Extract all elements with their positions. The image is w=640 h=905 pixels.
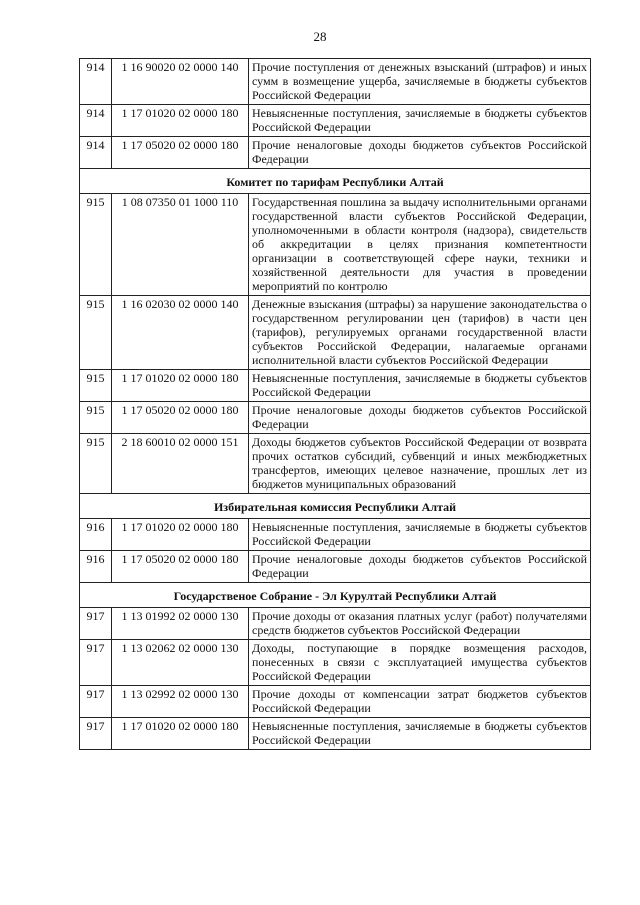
admin-code-cell: 916 xyxy=(80,551,112,583)
revenue-name-cell: Прочие доходы от оказания платных услуг (работ) получателями средств бюджетов субъектов Российской Федерации xyxy=(249,608,591,640)
revenue-name-cell: Прочие поступления от денежных взысканий (штрафов) и иных сумм в возмещение ущерба, зачисляемые в бюджеты субъектов Российской Федерации xyxy=(249,59,591,105)
admin-code-cell: 914 xyxy=(80,59,112,105)
section-title: Избирательная комиссия Республики Алтай xyxy=(80,494,591,519)
revenue-name-cell: Прочие неналоговые доходы бюджетов субъектов Российской Федерации xyxy=(249,551,591,583)
table-row xyxy=(80,59,591,105)
table-row xyxy=(80,519,591,551)
section-header-row xyxy=(80,169,591,194)
revenue-name-cell: Прочие доходы от компенсации затрат бюджетов субъектов Российской Федерации xyxy=(249,686,591,718)
table-row xyxy=(80,640,591,686)
section-header-row xyxy=(80,583,591,608)
table-body xyxy=(80,59,591,750)
table-row xyxy=(80,105,591,137)
budget-classification-code-cell: 1 17 01020 02 0000 180 xyxy=(112,718,249,750)
budget-classification-code-cell: 1 13 02992 02 0000 130 xyxy=(112,686,249,718)
table-row xyxy=(80,551,591,583)
table-row xyxy=(80,370,591,402)
admin-code-cell: 915 xyxy=(80,194,112,296)
page-number: 28 xyxy=(313,29,327,44)
budget-classification-code-cell: 1 17 05020 02 0000 180 xyxy=(112,137,249,169)
revenue-name-cell: Доходы бюджетов субъектов Российской Федерации от возврата прочих остатков субсидий, субвенций и иных межбюджетных трансфертов, имеющих целевое назначение, прошлых лет из бюджетов муниципальных образований xyxy=(249,434,591,494)
admin-code-cell: 915 xyxy=(80,402,112,434)
admin-code-cell: 915 xyxy=(80,296,112,370)
budget-classification-code-cell: 1 16 02030 02 0000 140 xyxy=(112,296,249,370)
admin-code-cell: 915 xyxy=(80,434,112,494)
revenue-name-cell: Невыясненные поступления, зачисляемые в бюджеты субъектов Российской Федерации xyxy=(249,718,591,750)
section-title: Комитет по тарифам Республики Алтай xyxy=(80,169,591,194)
admin-code-cell: 915 xyxy=(80,370,112,402)
admin-code-cell: 914 xyxy=(80,137,112,169)
section-title: Государственое Собрание - Эл Курултай Республики Алтай xyxy=(80,583,591,608)
revenue-name-cell: Денежные взыскания (штрафы) за нарушение законодательства о государственном регулировании цен (тарифов) в части цен (тарифов), регулируемых органами государственной власти субъектов Российской Федерации, налагаемые органами исполнительной власти субъектов Российской Федерации xyxy=(249,296,591,370)
table-row xyxy=(80,686,591,718)
admin-code-cell: 917 xyxy=(80,640,112,686)
revenue-classification-table xyxy=(79,58,591,750)
revenue-name-cell: Невыясненные поступления, зачисляемые в бюджеты субъектов Российской Федерации xyxy=(249,370,591,402)
admin-code-cell: 916 xyxy=(80,519,112,551)
section-header-row xyxy=(80,494,591,519)
budget-classification-code-cell: 1 13 02062 02 0000 130 xyxy=(112,640,249,686)
budget-classification-code-cell: 2 18 60010 02 0000 151 xyxy=(112,434,249,494)
revenue-name-cell: Прочие неналоговые доходы бюджетов субъектов Российской Федерации xyxy=(249,402,591,434)
table-row xyxy=(80,434,591,494)
revenue-name-cell: Доходы, поступающие в порядке возмещения расходов, понесенных в связи с эксплуатацией имущества субъектов Российской Федерации xyxy=(249,640,591,686)
table-row xyxy=(80,402,591,434)
table-row xyxy=(80,194,591,296)
admin-code-cell: 914 xyxy=(80,105,112,137)
admin-code-cell: 917 xyxy=(80,718,112,750)
budget-classification-code-cell: 1 17 01020 02 0000 180 xyxy=(112,105,249,137)
budget-classification-code-cell: 1 17 05020 02 0000 180 xyxy=(112,551,249,583)
table-row xyxy=(80,608,591,640)
budget-classification-code-cell: 1 08 07350 01 1000 110 xyxy=(112,194,249,296)
revenue-name-cell: Невыясненные поступления, зачисляемые в бюджеты субъектов Российской Федерации xyxy=(249,519,591,551)
budget-classification-code-cell: 1 17 01020 02 0000 180 xyxy=(112,370,249,402)
revenue-name-cell: Невыясненные поступления, зачисляемые в бюджеты субъектов Российской Федерации xyxy=(249,105,591,137)
admin-code-cell: 917 xyxy=(80,686,112,718)
admin-code-cell: 917 xyxy=(80,608,112,640)
revenue-name-cell: Прочие неналоговые доходы бюджетов субъектов Российской Федерации xyxy=(249,137,591,169)
revenue-name-cell: Государственная пошлина за выдачу исполнительными органами государственной власти субъектов Российской Федерации, уполномоченными в области контроля (надзора), свидетельств об аккредитации в целях признания компетентности организации в соответствующей сфере науки, техники и хозяйственной деятельности для участия в проведении мероприятий по контролю xyxy=(249,194,591,296)
table-row xyxy=(80,718,591,750)
budget-classification-code-cell: 1 17 05020 02 0000 180 xyxy=(112,402,249,434)
budget-classification-code-cell: 1 13 01992 02 0000 130 xyxy=(112,608,249,640)
budget-classification-code-cell: 1 17 01020 02 0000 180 xyxy=(112,519,249,551)
budget-classification-code-cell: 1 16 90020 02 0000 140 xyxy=(112,59,249,105)
table-row xyxy=(80,296,591,370)
table-row xyxy=(80,137,591,169)
